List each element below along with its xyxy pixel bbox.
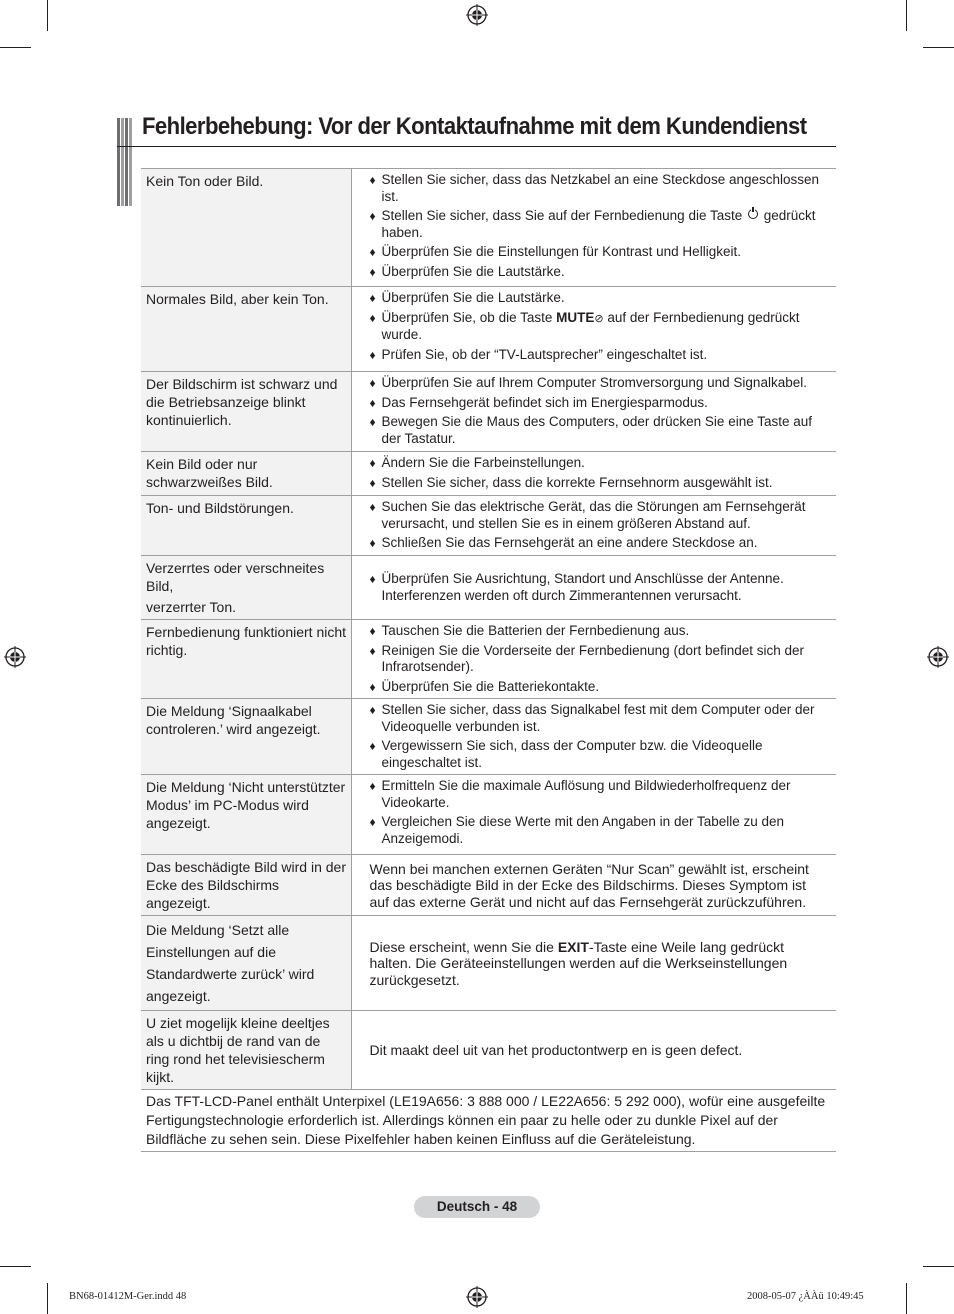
table-row (141, 169, 836, 287)
solution-item: ♦ Stellen Sie sicher, dass das Netzkabel an eine Steckdose angeschlossen ist. (370, 172, 829, 205)
problem-cell (141, 372, 351, 452)
note-cell: Das TFT-LCD-Panel enthält Unterpixel (LE19A656: 3 888 000 / LE22A656: 5 292 000), wofür eine ausgefeilte Fertigungstechnologie erforderlich ist. Allerdings können ein paar zu helle oder zu dunkle Pixel auf der Bildfläche zu sehen sein. Diese Pixelfehler haben keinen Einfluss auf die Geräteleistung. (141, 1090, 836, 1152)
solution-cell (351, 372, 836, 452)
problem-text: Kein Bild oder nur schwarzweißes Bild. (146, 456, 273, 490)
problem-text: Kein Ton oder Bild. (146, 173, 264, 189)
solution-item: ♦ Vergleichen Sie diese Werte mit den Angaben in der Tabelle zu den Anzeigemodi. (370, 814, 829, 847)
solution-text (370, 939, 829, 989)
problem-text: Normales Bild, aber kein Ton. (146, 291, 329, 307)
crop-mark (923, 1266, 954, 1267)
solution-item (370, 208, 829, 241)
problem-text: Die Meldung ‘Signaalkabel controleren.’ wird angezeigt. (146, 703, 321, 737)
solution-cell (351, 916, 836, 1011)
solution-list (370, 702, 829, 771)
solution-cell (351, 620, 836, 699)
solution-cell (351, 496, 836, 556)
table-row (141, 372, 836, 452)
solution-cell (351, 452, 836, 496)
solution-text: Diese erscheint, wenn Sie die (369, 938, 558, 955)
solution-cell (351, 1011, 836, 1090)
solution-text: gedrückt haben. (381, 208, 816, 240)
solution-item (370, 310, 829, 344)
problem-text: U ziet mogelijk kleine deeltjes als u dichtbij de rand van de ring rond het televisiescherm kijkt. (146, 1015, 330, 1085)
solution-cell (351, 169, 836, 287)
troubleshooting-table (141, 168, 836, 1152)
solution-list (370, 778, 829, 847)
problem-cell (141, 916, 351, 1011)
table-row (141, 287, 836, 372)
solution-list (370, 290, 829, 363)
solution-cell (351, 855, 836, 916)
solution-item: ♦ Tauschen Sie die Batterien der Fernbedienung aus. (370, 623, 829, 640)
crop-mark (0, 47, 31, 48)
solution-item: ♦ Prüfen Sie, ob der “TV-Lautsprecher” eingeschaltet ist. (370, 347, 829, 364)
button-name: EXIT (557, 938, 589, 955)
solution-cell (351, 775, 836, 855)
note-row (141, 1090, 836, 1152)
solution-item: ♦ Das Fernsehgerät befindet sich im Energiesparmodus. (370, 395, 829, 412)
solution-list (370, 375, 829, 447)
solution-item: ♦ Reinigen Sie die Vorderseite der Fernbedienung (dort befindet sich der Infrarotsender). (370, 643, 829, 676)
page-title: Fehlerbehebung: Vor der Kontaktaufnahme mit dem Kundendienst (142, 113, 807, 140)
crop-mark (47, 0, 48, 31)
solution-item: ♦ Schließen Sie das Fernsehgerät an eine andere Steckdose an. (370, 535, 829, 552)
print-slug-right: 2008-05-07 ¿ÀÀü 10:49:45 (747, 1291, 864, 1302)
table-row (141, 452, 836, 496)
problem-cell (141, 452, 351, 496)
problem-cell (141, 1011, 351, 1090)
problem-cell (141, 287, 351, 372)
solution-cell (351, 556, 836, 620)
solution-item: ♦ Überprüfen Sie die Einstellungen für Kontrast und Helligkeit. (370, 244, 829, 261)
problem-cell (141, 699, 351, 775)
solution-text: Dit maakt deel uit van het productontwerp en is geen defect. (369, 1042, 743, 1059)
solution-item: ♦ Stellen Sie sicher, dass das Signalkabel fest mit dem Computer oder der Videoquelle verbunden ist. (370, 702, 829, 735)
page-number-badge: Deutsch - 48 (414, 1196, 540, 1218)
solution-item: ♦ Ändern Sie die Farbeinstellungen. (370, 455, 829, 472)
problem-text: Fernbedienung funktioniert nicht richtig. (146, 624, 347, 658)
table-row (141, 855, 836, 916)
solution-list (370, 623, 829, 695)
solution-text: Stellen Sie sicher, dass Sie auf der Fernbedienung die Taste (381, 208, 746, 223)
solution-item: ♦ Überprüfen Sie Ausrichtung, Standort und Anschlüsse der Antenne. Interferenzen werden oft durch Zimmerantennen verursacht. (370, 571, 829, 604)
table-row (141, 620, 836, 699)
registration-mark-icon (4, 646, 26, 668)
solution-text: -Taste eine Weile lang gedrückt halten. Die Geräteeinstellungen werden auf die Werkseinstellungen zurückgesetzt. (369, 938, 788, 988)
solution-list (370, 499, 829, 552)
crop-mark (923, 47, 954, 48)
solution-text: auf der Fernbedienung gedrückt wurde. (381, 309, 800, 342)
solution-item: ♦ Überprüfen Sie die Lautstärke. (370, 290, 829, 307)
solution-item: ♦ Überprüfen Sie die Batteriekontakte. (370, 679, 829, 696)
print-slug-left: BN68-01412M-Ger.indd 48 (69, 1291, 187, 1302)
solution-cell (351, 287, 836, 372)
power-icon (748, 209, 758, 219)
mute-icon: ⊘ (594, 312, 604, 325)
table-row (141, 699, 836, 775)
solution-item: ♦ Ermitteln Sie die maximale Auflösung und Bildwiederholfrequenz der Videokarte. (370, 778, 829, 811)
solution-item: ♦ Stellen Sie sicher, dass die korrekte Fernsehnorm ausgewählt ist. (370, 475, 829, 492)
problem-text: verzerrter Ton. (146, 599, 236, 615)
table-row (141, 775, 836, 855)
registration-mark-icon (466, 4, 488, 26)
problem-text: Die Meldung ‘Setzt alle Einstellungen auf die Standardwerte zurück’ wird angezeigt. (146, 922, 315, 1004)
solution-item: ♦ Vergewissern Sie sich, dass der Computer bzw. die Videoquelle eingeschaltet ist. (370, 738, 829, 771)
registration-mark-icon (927, 646, 949, 668)
registration-mark-icon (466, 1286, 488, 1308)
problem-text: Verzerrtes oder verschneites Bild, (146, 560, 325, 594)
problem-cell (141, 620, 351, 699)
table-row (141, 496, 836, 556)
crop-mark (0, 1266, 31, 1267)
table-row (141, 556, 836, 620)
table-row (141, 916, 836, 1011)
problem-text: Der Bildschirm ist schwarz und die Betriebsanzeige blinkt kontinuierlich. (146, 376, 338, 428)
problem-text: Das beschädigte Bild wird in der Ecke des Bildschirms angezeigt. (146, 859, 346, 911)
solution-list (370, 455, 829, 491)
solution-item: ♦ Suchen Sie das elektrische Gerät, das die Störungen am Fernsehgerät verursacht, und stellen Sie es in einem größeren Abstand auf. (370, 499, 829, 532)
table-row (141, 1011, 836, 1090)
solution-text: Überprüfen Sie, ob die Taste (381, 309, 557, 325)
crop-mark (906, 0, 907, 31)
problem-cell (141, 556, 351, 620)
solution-cell (351, 699, 836, 775)
problem-text: Die Meldung ‘Nicht unterstützter Modus’ im PC-Modus wird angezeigt. (146, 779, 346, 831)
button-name: MUTE (556, 309, 595, 325)
problem-text: Ton- und Bildstörungen. (146, 500, 294, 516)
problem-cell (141, 775, 351, 855)
solution-list (370, 571, 829, 604)
problem-cell (141, 496, 351, 556)
solution-text: Wenn bei manchen externen Geräten “Nur Scan” gewählt ist, erscheint das beschädigte Bild in der Ecke des Bildschirms. Dieses Symptom ist auf das externe Gerät und nicht auf das Fernsehgerät zurückzuführen. (369, 860, 809, 910)
solution-item: ♦ Bewegen Sie die Maus des Computers, oder drücken Sie eine Taste auf der Tastatur. (370, 414, 829, 447)
crop-mark (47, 1283, 48, 1314)
problem-cell (141, 855, 351, 916)
solution-item: ♦ Überprüfen Sie die Lautstärke. (370, 264, 829, 281)
crop-mark (906, 1283, 907, 1314)
solution-list (370, 172, 829, 280)
solution-item: ♦ Überprüfen Sie auf Ihrem Computer Stromversorgung und Signalkabel. (370, 375, 829, 392)
problem-cell (141, 169, 351, 287)
